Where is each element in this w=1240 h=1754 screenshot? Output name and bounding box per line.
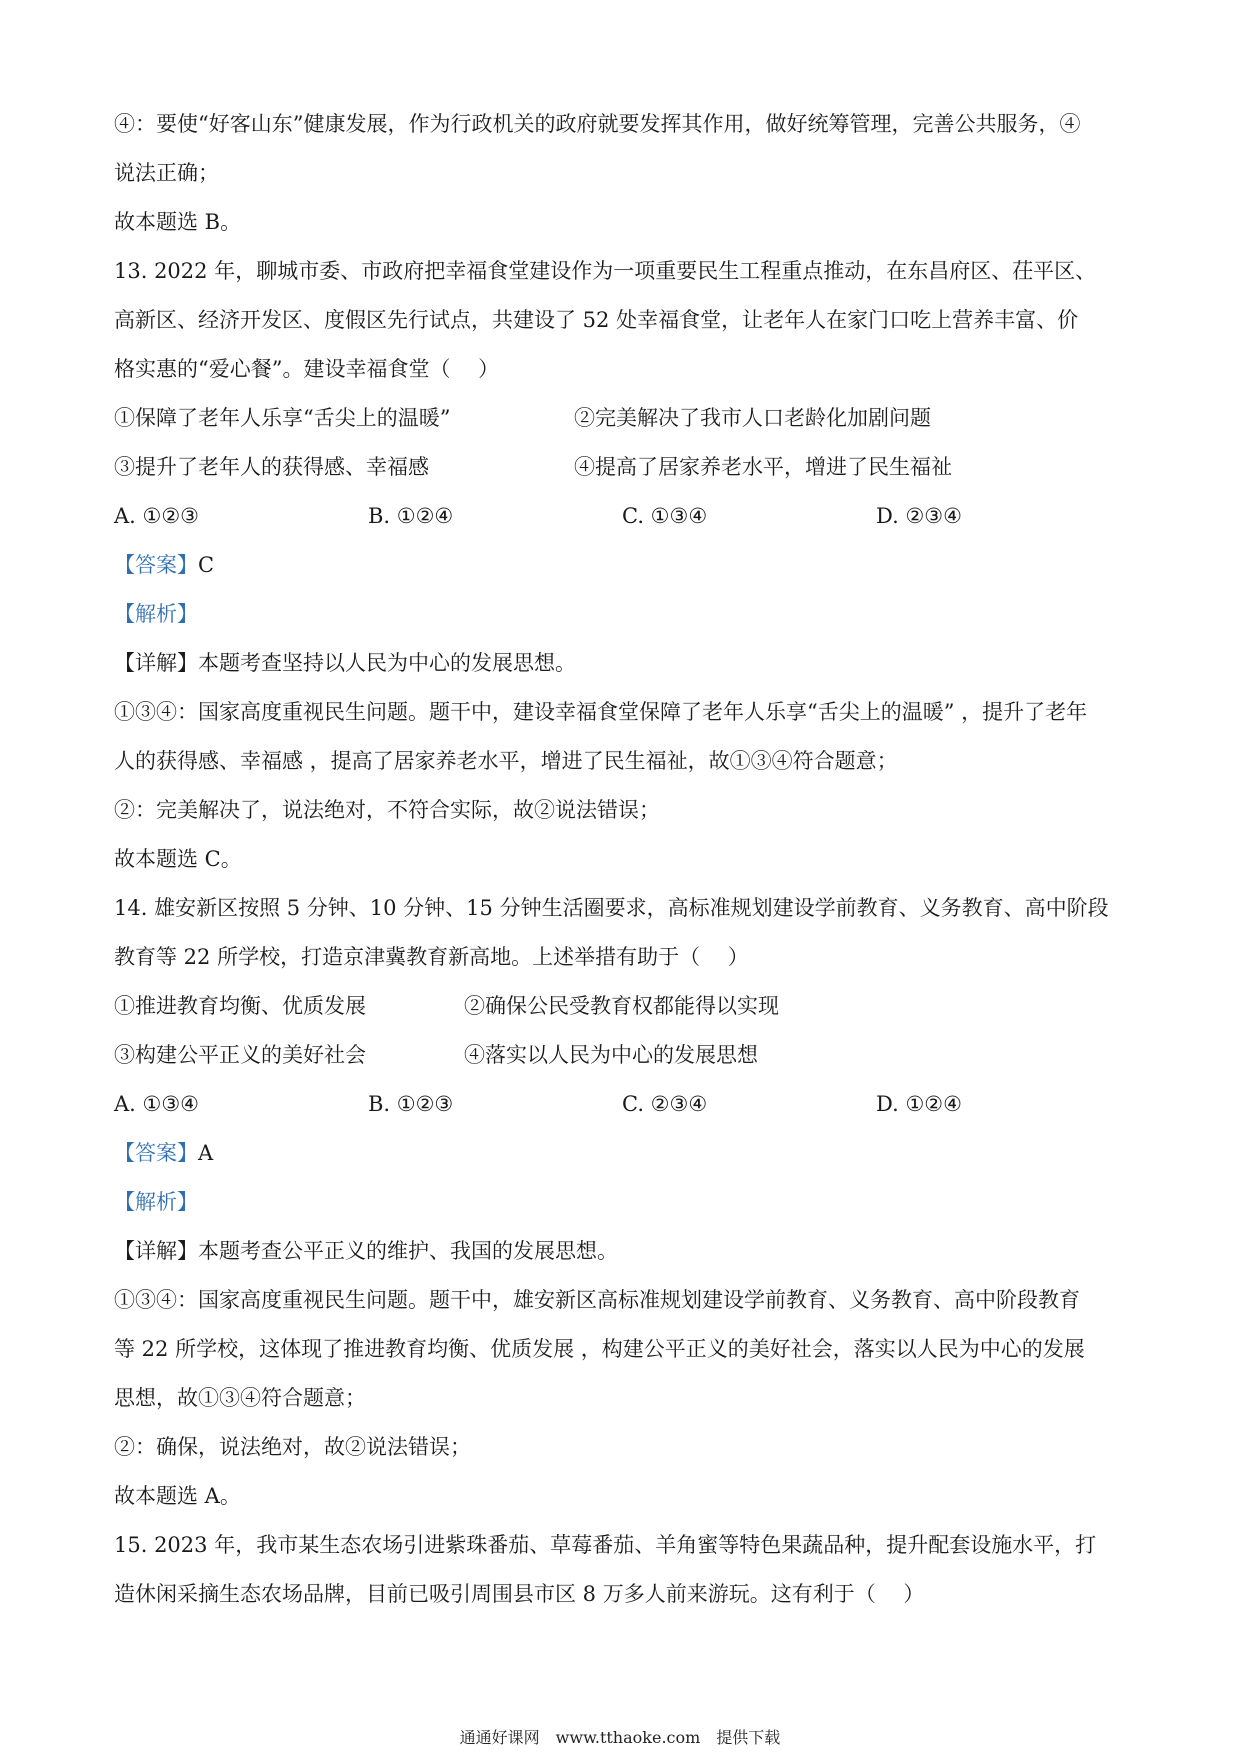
q14-option-1: ①推进教育均衡、优质发展 xyxy=(114,994,366,1018)
q14-choice-b: B. ①②③ xyxy=(368,1092,454,1116)
q13-stem: 高新区、经济开发区、度假区先行试点，共建设了 52 处幸福食堂，让老年人在家门口吃上营养丰富、价 xyxy=(114,308,1079,332)
q13-choice-a: A. ①②③ xyxy=(114,504,199,528)
detail-label: 【详解】 xyxy=(114,651,198,675)
answer-value: C xyxy=(198,553,215,577)
page-footer: 通通好课网 www.tthaoke.com 提供下载 xyxy=(459,1728,781,1747)
q13-explanation-line: 人的获得感、幸福感 ，提高了居家养老水平，增进了民生福祉，故①③④符合题意； xyxy=(114,749,898,773)
q14-choices xyxy=(114,1080,1134,1129)
q14-explanation-line: 等 22 所学校，这体现了推进教育均衡、优质发展 ，构建公平正义的美好社会，落实以人民为中心的发展 xyxy=(114,1337,1085,1361)
q14-options-row xyxy=(114,982,1134,1031)
document-page xyxy=(114,100,1134,1619)
q14-answer xyxy=(114,1129,1134,1178)
q14-option-3: ③构建公平正义的美好社会 xyxy=(114,1043,366,1067)
q13-explanation-line: ②：完美解决了，说法绝对，不符合实际，故②说法错误； xyxy=(114,798,660,822)
q13-stem: 13. 2022 年，聊城市委、市政府把幸福食堂建设作为一项重要民生工程重点推动，在东昌府区、茌平区、 xyxy=(114,259,1097,283)
q13-explanation-line: ①③④：国家高度重视民生问题。题干中，建设幸福食堂保障了老年人乐享“舌尖上的温暖” ，提升了老年 xyxy=(114,700,1088,724)
q14-choice-d: D. ①②④ xyxy=(876,1092,962,1116)
q14-stem: 教育等 22 所学校，打造京津冀教育新高地。上述举措有助于（ ） xyxy=(114,945,749,969)
q13-analysis-label: 【解析】 xyxy=(114,602,198,626)
q14-analysis-label: 【解析】 xyxy=(114,1190,198,1214)
detail-label: 【详解】 xyxy=(114,1239,198,1263)
q12-conclusion: 故本题选 B。 xyxy=(114,210,242,234)
answer-label: 【答案】 xyxy=(114,553,198,577)
q13-choice-c: C. ①③④ xyxy=(622,504,708,528)
q15-stem: 15. 2023 年，我市某生态农场引进紫珠番茄、草莓番茄、羊角蜜等特色果蔬品种，提升配套设施水平，打 xyxy=(114,1533,1097,1557)
q13-choice-d: D. ②③④ xyxy=(876,504,962,528)
q13-option-1: ①保障了老年人乐享“舌尖上的温暖” xyxy=(114,406,451,430)
q13-conclusion: 故本题选 C。 xyxy=(114,847,242,871)
q14-explanation-line: 思想，故①③④符合题意； xyxy=(114,1386,366,1410)
q13-choices xyxy=(114,492,1134,541)
q14-explanation-line: ①③④：国家高度重视民生问题。题干中，雄安新区高标准规划建设学前教育、义务教育、高中阶段教育 xyxy=(114,1288,1080,1312)
answer-value: A xyxy=(198,1141,214,1165)
q13-detail xyxy=(114,639,1134,688)
q13-choice-b: B. ①②④ xyxy=(368,504,454,528)
detail-text: 本题考查公平正义的维护、我国的发展思想。 xyxy=(198,1239,618,1263)
q14-options-row xyxy=(114,1031,1134,1080)
q14-conclusion: 故本题选 A。 xyxy=(114,1484,241,1508)
q14-choice-c: C. ②③④ xyxy=(622,1092,708,1116)
q12-explanation-line: ④：要使“好客山东”健康发展，作为行政机关的政府就要发挥其作用，做好统筹管理，完善公共服务，④ xyxy=(114,112,1081,136)
q13-stem: 格实惠的“爱心餐”。建设幸福食堂（ ） xyxy=(114,357,500,381)
q13-option-3: ③提升了老年人的获得感、幸福感 xyxy=(114,455,429,479)
q13-option-4: ④提高了居家养老水平，增进了民生福祉 xyxy=(574,455,952,479)
q13-options-row xyxy=(114,394,1134,443)
q14-option-4: ④落实以人民为中心的发展思想 xyxy=(464,1043,758,1067)
answer-label: 【答案】 xyxy=(114,1141,198,1165)
q13-options-row xyxy=(114,443,1134,492)
q14-stem: 14. 雄安新区按照 5 分钟、10 分钟、15 分钟生活圈要求，高标准规划建设学前教育、义务教育、高中阶段 xyxy=(114,896,1109,920)
q14-option-2: ②确保公民受教育权都能得以实现 xyxy=(464,994,779,1018)
q12-explanation-line: 说法正确； xyxy=(114,161,219,185)
q14-choice-a: A. ①③④ xyxy=(114,1092,199,1116)
q13-answer xyxy=(114,541,1134,590)
q14-explanation-line: ②：确保，说法绝对，故②说法错误； xyxy=(114,1435,471,1459)
q14-detail xyxy=(114,1227,1134,1276)
q13-option-2: ②完美解决了我市人口老龄化加剧问题 xyxy=(574,406,931,430)
detail-text: 本题考查坚持以人民为中心的发展思想。 xyxy=(198,651,576,675)
q15-stem: 造休闲采摘生态农场品牌，目前已吸引周围县市区 8 万多人前来游玩。这有利于（ ） xyxy=(114,1582,925,1606)
